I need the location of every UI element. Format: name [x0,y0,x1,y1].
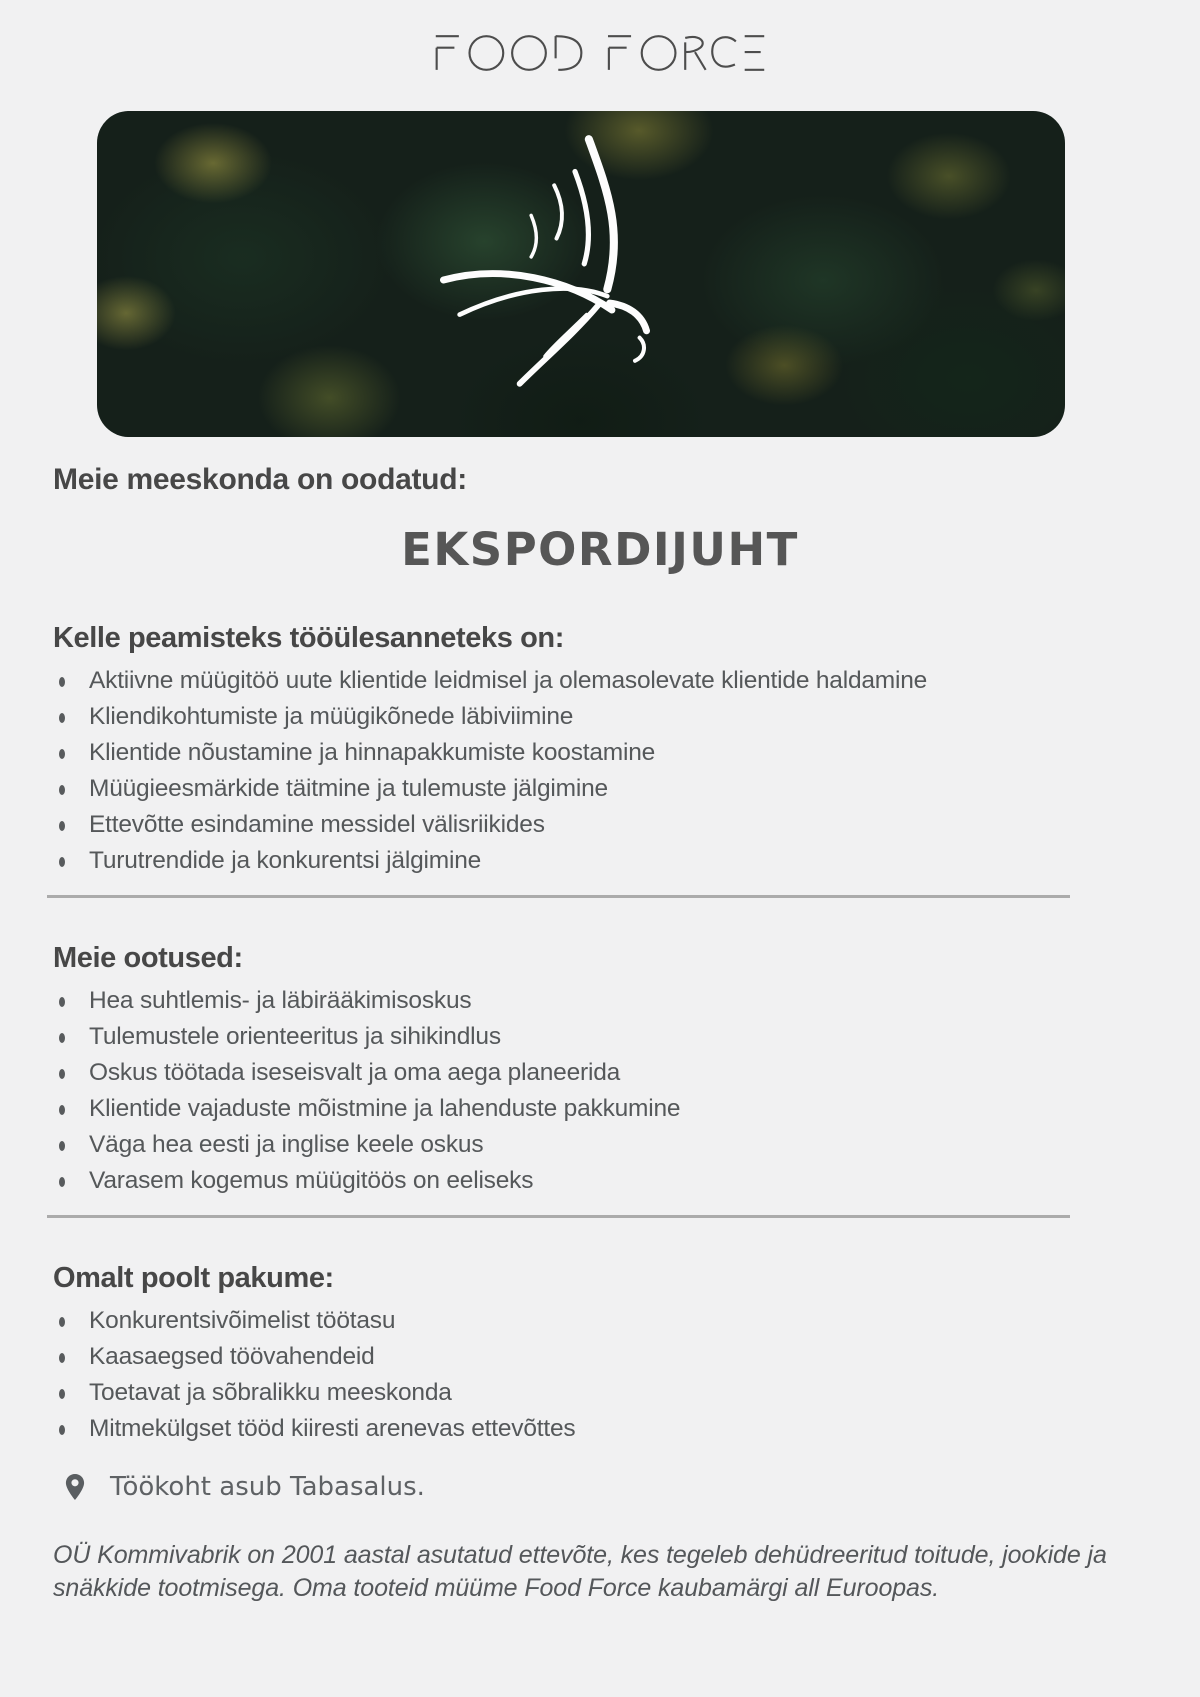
map-pin-icon [62,1471,88,1503]
section-expectations [0,942,1200,1218]
list-item: Mitmekülgset tööd kiiresti arenevas ettevõttes [53,1411,1200,1447]
food-force-logo [434,32,766,74]
list-item: Müügieesmärkide täitmine ja tulemuste jälgimine [53,771,1200,807]
list-item: Ettevõtte esindamine messidel välisriikides [53,807,1200,843]
bullet-icon [59,749,65,759]
list-item: Tulemustele orienteeritus ja sihikindlus [53,1019,1200,1055]
offer-list [53,1303,1200,1447]
list-item: Turutrendide ja konkurentsi jälgimine [53,843,1200,879]
job-title: EKSPORDIJUHT [401,523,799,576]
bullet-icon [59,1389,65,1399]
bullet-icon [59,1141,65,1151]
falcon-bird-icon [425,130,725,407]
list-item: Klientide vajaduste mõistmine ja lahenduste pakkumine [53,1091,1200,1127]
section-heading: Meie ootused: [53,942,243,974]
bullet-icon [59,1033,65,1043]
list-item: Toetavat ja sõbralikku meeskonda [53,1375,1200,1411]
section-heading: Omalt poolt pakume: [53,1262,334,1294]
location-text: Töökoht asub Tabasalus. [110,1472,425,1502]
list-item: Klientide nõustamine ja hinnapakkumiste koostamine [53,735,1200,771]
header [0,0,1200,79]
bullet-icon [59,1069,65,1079]
intro-heading: Meie meeskonda on oodatud: [53,463,467,496]
list-item: Kaasaegsed töövahendeid [53,1339,1200,1375]
bullet-icon [59,1425,65,1435]
bullet-icon [59,1105,65,1115]
list-item: Kliendikohtumiste ja müügikõnede läbiviimine [53,699,1200,735]
list-item: Hea suhtlemis- ja läbirääkimisoskus [53,983,1200,1019]
bullet-icon [59,821,65,831]
section-tasks [0,622,1200,898]
section-divider [47,895,1070,898]
section-offer [0,1262,1200,1447]
location-row [62,1471,1200,1503]
bullet-icon [59,1317,65,1327]
forest-photo-banner [97,111,1065,437]
list-item: Aktiivne müügitöö uute klientide leidmisel ja olemasolevate klientide haldamine [53,663,1200,699]
list-item: Konkurentsivõimelist töötasu [53,1303,1200,1339]
company-description: OÜ Kommivabrik on 2001 aastal asutatud ettevõte, kes tegeleb dehüdreeritud toitude, jookide ja snäkkide tootmisega. Oma tooteid müüme Food Force kaubamärgi all Euroopas. [53,1541,1107,1602]
bullet-icon [59,677,65,687]
list-item: Oskus töötada iseseisvalt ja oma aega planeerida [53,1055,1200,1091]
bullet-icon [59,997,65,1007]
bullet-icon [59,785,65,795]
list-item: Varasem kogemus müügitöös on eeliseks [53,1163,1200,1199]
section-heading: Kelle peamisteks tööülesanneteks on: [53,622,564,654]
list-item: Väga hea eesti ja inglise keele oskus [53,1127,1200,1163]
bullet-icon [59,1353,65,1363]
bullet-icon [59,1177,65,1187]
bullet-icon [59,713,65,723]
section-divider [47,1215,1070,1218]
expectation-list [53,983,1200,1199]
task-list [53,663,1200,879]
bullet-icon [59,857,65,867]
